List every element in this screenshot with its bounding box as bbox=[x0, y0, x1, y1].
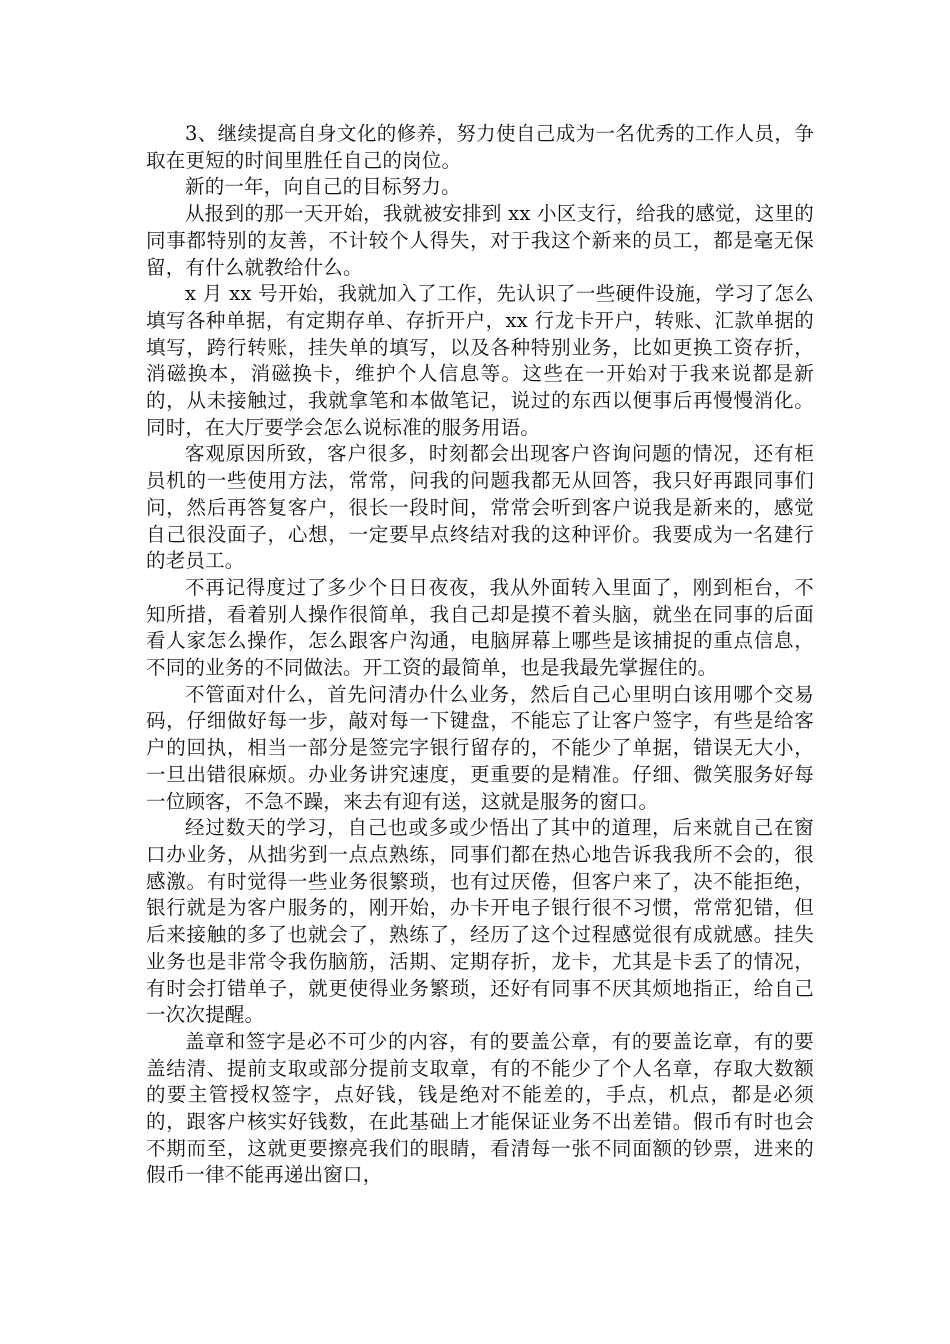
paragraph-4: x 月 xx 号开始，我就加入了工作，先认识了一些硬件设施，学习了怎么填写各种单据，有定期存单、存折开户，xx 行龙卡开户，转账、汇款单据的填写，跨行转账，挂失单的填写，以及各种特别业务，比如更换工资存折，消磁换本，消磁换卡，维护个人信息等。这些在一开始对于我来说都是新的，从未接触过，我就拿笔和本做笔记，说过的东西以便事后再慢慢消化。同时，在大厅要学会怎么说标准的服务用语。 bbox=[146, 282, 814, 439]
paragraph-9: 盖章和签字是必不可少的内容，有的要盖公章，有的要盖讫章，有的要盖结清、提前支取或部分提前支取章，有的不能少了个人名章，存取大数额的要主管授权签字，点好钱，钱是绝对不能差的，手点，机点，都是必须的，跟客户核实好钱数，在此基础上才能保证业务不出差错。假币有时也会不期而至，这就更要擦亮我们的眼睛，看清每一张不同面额的钞票，进来的假币一律不能再递出窗口， bbox=[146, 1029, 814, 1187]
paragraph-8: 经过数天的学习，自己也或多或少悟出了其中的道理，后来就自己在窗口办业务，从拙劣到一点点熟练，同事们都在热心地告诉我我所不会的，很感激。有时觉得一些业务很繁琐，也有过厌倦，但客户来了，决不能拒绝，银行就是为客户服务的，刚开始，办卡开电子银行很不习惯，常常犯错，但后来接触的多了也就会了，熟练了，经历了这个过程感觉很有成就感。挂失业务也是非常令我伤脑筋，活期、定期存折，龙卡，尤其是卡丢了的情况，有时会打错单子，就更使得业务繁琐，还好有同事不厌其烦地指正，给自己一次次提醒。 bbox=[146, 816, 814, 1027]
paragraph-6: 不再记得度过了多少个日日夜夜，我从外面转入里面了，刚到柜台，不知所措，看着别人操作很简单，我自己却是摸不着头脑，就坐在同事的后面看人家怎么操作，怎么跟客户沟通，电脑屏幕上哪些是该捕捉的重点信息，不同的业务的不同做法。开工资的最简单，也是我最先掌握住的。 bbox=[146, 575, 814, 680]
paragraph-2: 新的一年，向自己的目标努力。 bbox=[185, 175, 461, 199]
paragraph-5: 客观原因所致，客户很多，时刻都会出现客户咨询问题的情况，还有柜员机的一些使用方法，常常，问我的问题我都无从回答，我只好再跟同事们问，然后再答复客户，很长一段时间，常常会听到客户说我是新来的，感觉自己很没面子，心想，一定要早点终结对我的这种评价。我要成为一名建行的老员工。 bbox=[146, 442, 814, 573]
paragraph-1: 3、继续提高自身文化的修养，努力使自己成为一名优秀的工作人员，争取在更短的时间里胜任自己的岗位。 bbox=[146, 122, 814, 172]
document-body bbox=[146, 121, 814, 1189]
paragraph-7: 不管面对什么，首先问清办什么业务，然后自己心里明白该用哪个交易码，仔细做好每一步，敲对每一下键盘，不能忘了让客户签字，有些是给客户的回执，相当一部分是签完字银行留存的，不能少了单据，错误无大小，一旦出错很麻烦。办业务讲究速度，更重要的是精准。仔细、微笑服务好每一位顾客，不急不躁，来去有迎有送，这就是服务的窗口。 bbox=[146, 682, 814, 813]
paragraph-3: 从报到的那一天开始，我就被安排到 xx 小区支行，给我的感觉，这里的同事都特别的友善，不计较个人得失，对于我这个新来的员工，都是毫无保留，有什么就教给什么。 bbox=[146, 202, 814, 279]
